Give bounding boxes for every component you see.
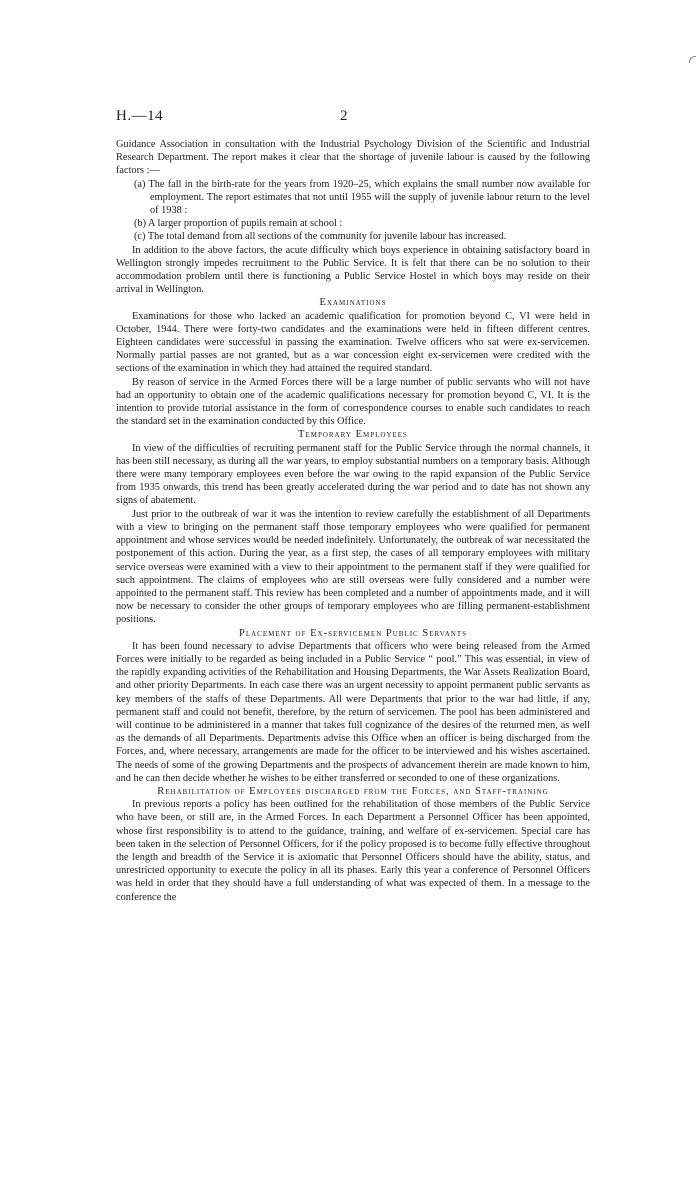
rehabilitation-paragraph-1: In previous reports a policy has been outlined for the rehabilitation of those members of the Public Service who have been, or still are, in the Armed Forces. In each Department a Personnel Officer has been appointed, whose first responsibility is to attend to the guidance, training, and welfare of ex-servicemen. Special care has been taken in the selection of Personnel Officers, for if the policy proposed is to become fully effective throughout the length and breadth of the Service it is axiomatic that Personnel Officers should have the ability, status, and unrestricted opportunity to execute the policy in all its phases. Early this year a conference of Personnel Officers was held in order that they should have a full understanding of what was expected of them. In a message to the conference the xyxy=(116,799,590,903)
intro-paragraph: Guidance Association in consultation with the Industrial Psychology Division of the Scientific and Industrial Research Department. The report makes it clear that the shortage of juvenile labour is caused by the following factors :— xyxy=(116,139,590,177)
temporary-paragraph-1: In view of the difficulties of recruiting permanent staff for the Public Service through the normal channels, it has been still necessary, as during all the war years, to employ substantial numbers on a temporary basis. Although there were many temporary employees even before the war owing to the rapid expansion of the Public Service from 1935 onwards, this trend has been greatly accelerated during the war period and to date has not shown any signs of abatement. xyxy=(116,442,590,507)
factor-item-a: (a) The fall in the birth-rate for the years from 1920–25, which explains the small number now available for employment. The report estimates that not until 1955 will the supply of juvenile labour return to the level of 1938 : xyxy=(134,178,590,217)
placement-paragraph-1: It has been found necessary to advise Departments that officers who were being released from the Armed Forces were initially to be regarded as being included in a Public Service “ pool.” This was essential, in view of the rapidly expanding activities of the Rehabilitation and Housing Departments, the War Assets Realization Board, and other priority Departments. In each case there was an urgent necessity to appoint permanent public servants as key members of the staffs of these Departments. All were Departments that prior to the war had little, if any, permanent staff and could not benefit, therefore, by the return of servicemen. The pool has been administered and will continue to be administered in a manner that takes full cognizance of the desires of the returned men, as well as the demands of all Departments. Departments advise this Office when an officer is being discharged from the Forces, and, where necessary, arrangements are made for the officer to be interviewed and his wishes ascertained. The needs of some of the growing Departments and the prospects of advancement therein are made known to him, and he can then decide whether he wishes to be either transferred or seconded to one of these organizations. xyxy=(116,640,590,784)
intro-paragraph-2: In addition to the above factors, the acute difficulty which boys experience in obtaining satisfactory board in Wellington strongly impedes recruitment to the Public Service. It is felt that there can be no solution to their accommodation problem until there is functioning a Public Service Hostel in which boys may reside on their arrival in Wellington. xyxy=(116,244,590,296)
examinations-paragraph-2: By reason of service in the Armed Forces there will be a large number of public servants who will not have had an opportunity to obtain one of the academic qualifications necessary for promotion beyond C, VI. It is the intention to provide tutorial assistance in the form of correspondence courses to enable such candidates to reach the standard set in the examination conducted by this Office. xyxy=(116,376,590,428)
factor-list xyxy=(116,178,590,244)
section-heading-placement: Placement of Ex-servicemen Public Servants xyxy=(238,627,468,639)
section-heading-examinations: Examinations xyxy=(319,297,387,309)
factor-item-b: (b) A larger proportion of pupils remain at school : xyxy=(134,218,343,230)
examinations-paragraph-1: Examinations for those who lacked an academic qualification for promotion beyond C, VI were held in October, 1944. There were forty-two candidates and the examinations were held in fifteen different centres. Eighteen candidates were successful in passing the examination. Twelve officers who sat were ex-servicemen. Normally partial passes are not granted, but as a war concession eight ex-servicemen were credited with the sections of the examination in which they had attained the required standard. xyxy=(116,310,590,375)
page-edge-mark xyxy=(689,56,696,63)
section-heading-rehabilitation: Rehabilitation of Employees discharged from the Forces, and Staff-training xyxy=(157,785,549,797)
page-number: 2 xyxy=(340,108,348,124)
document-body xyxy=(116,138,590,904)
factor-item-c: (c) The total demand from all sections of the community for juvenile labour has increased. xyxy=(134,231,507,243)
section-heading-temporary-employees: Temporary Employees xyxy=(298,429,408,441)
document-reference: H.—14 xyxy=(116,108,164,124)
temporary-paragraph-2: Just prior to the outbreak of war it was the intention to review carefully the establishment of all Departments with a view to bringing on the permanent staff those temporary employees who were qualified for permanent appointment and whose services would be needed indefinitely. Unfortunately, the outbreak of war necessitated the postponement of this action. During the year, as a first step, the cases of all temporary employees with military service overseas were examined with a view to their appointment to the permanent staff if they were qualified for such appointment. The claims of employees who are still overseas were fully considered and a number were appointed to the permanent staff. This review has been completed and a number of appointments made, and it will now be necessary to consider the other groups of temporary employees who are filling permanent-establishment positions. xyxy=(116,508,590,626)
